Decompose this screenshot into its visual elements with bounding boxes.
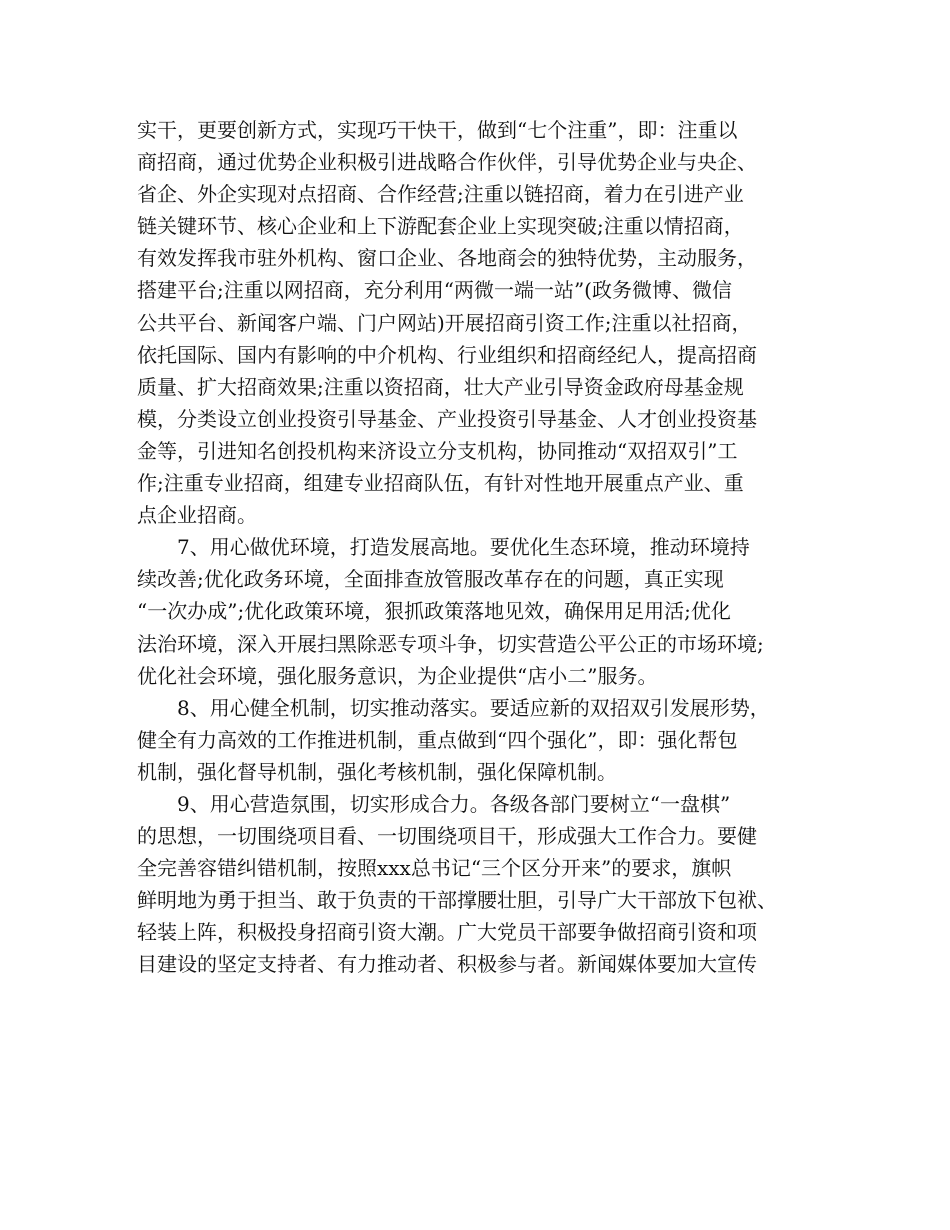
- text-line: 的思想，一切围绕项目看、一切围绕项目干，形成强大工作合力。要健: [137, 824, 757, 849]
- text-line: 鲜明地为勇于担当、敢于负责的干部撑腰壮胆，引导广大干部放下包袱、: [137, 888, 777, 913]
- text-line: 搭建平台;注重以网招商，充分利用“两微一端一站”(政务微博、微信: [137, 278, 732, 303]
- text-line: 金等，引进知名创投机构来济设立分支机构，协同推动“双招双引”工: [137, 438, 738, 463]
- text-line: 有效发挥我市驻外机构、窗口企业、各地商会的独特优势，主动服务，: [137, 246, 757, 271]
- text-line: 全完善容错纠错机制，按照xxx总书记“三个区分开来”的要求，旗帜: [137, 856, 732, 881]
- text-line: 健全有力高效的工作推进机制，重点做到“四个强化”，即：强化帮包: [137, 727, 738, 752]
- text-line: 目建设的坚定支持者、有力推动者、积极参与者。新闻媒体要加大宣传: [137, 952, 757, 977]
- text-line: 法治环境，深入开展扫黑除恶专项斗争，切实营造公平公正的市场环境;: [137, 631, 764, 656]
- text-line: 续改善;优化政务环境，全面排查放管服改革存在的问题，真正实现: [137, 567, 724, 592]
- text-line: 作;注重专业招商，组建专业招商队伍，有针对性地开展重点产业、重: [137, 471, 744, 496]
- document-body: [137, 114, 827, 981]
- text-line: 公共平台、新闻客户端、门户网站)开展招商引资工作;注重以社招商，: [137, 310, 752, 335]
- text-line: 优化社会环境，强化服务意识，为企业提供“店小二”服务。: [137, 663, 658, 688]
- text-line: “一次办成”;优化政策环境，狠抓政策落地见效，确保用足用活;优化: [137, 599, 731, 624]
- text-line: 机制，强化督导机制，强化考核机制，强化保障机制。: [137, 759, 617, 784]
- text-line: 9、用心营造氛围，切实形成合力。各级各部门要树立“一盘棋”: [137, 791, 731, 816]
- text-line: 模，分类设立创业投资引导基金、产业投资引导基金、人才创业投资基: [137, 406, 757, 431]
- text-line: 实干，更要创新方式，实现巧干快干，做到“七个注重”，即：注重以: [137, 118, 738, 142]
- text-line: 点企业招商。: [137, 503, 257, 528]
- text-line: 质量、扩大招商效果;注重以资招商，壮大产业引导资金政府母基金规: [137, 374, 744, 399]
- text-line: 省企、外企实现对点招商、合作经营;注重以链招商，着力在引进产业: [137, 182, 744, 207]
- text-line: 依托国际、国内有影响的中介机构、行业组织和招商经纪人，提高招商: [137, 342, 757, 367]
- text-line: 商招商，通过优势企业积极引进战略合作伙伴，引导优势企业与央企、: [137, 150, 757, 175]
- text-line: 8、用心健全机制，切实推动落实。要适应新的双招双引发展形势，: [137, 695, 770, 720]
- text-line: 7、用心做优环境，打造发展高地。要优化生态环境，推动环境持: [137, 535, 750, 560]
- text-line: 链关键环节、核心企业和上下游配套企业上实现突破;注重以情招商，: [137, 214, 744, 239]
- text-line: 轻装上阵，积极投身招商引资大潮。广大党员干部要争做招商引资和项: [137, 920, 757, 945]
